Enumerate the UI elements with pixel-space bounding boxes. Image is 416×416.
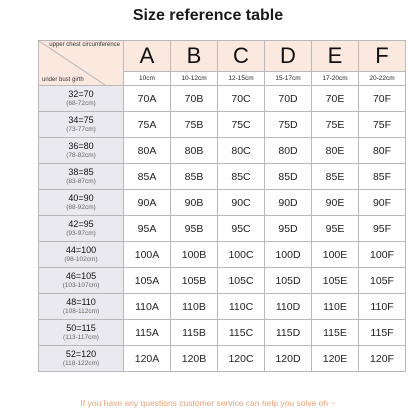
size-cell: 115F [359, 320, 406, 346]
size-cell: 70B [171, 86, 218, 112]
size-cell: 115B [171, 320, 218, 346]
band-size-cell [39, 242, 124, 268]
upper-chest-label: upper chest circumference [49, 42, 120, 48]
size-cell: 110F [359, 294, 406, 320]
cup-header-cell: E [312, 41, 359, 72]
cup-header-cell: B [171, 41, 218, 72]
size-cell: 120B [171, 346, 218, 372]
band-cm-range: (118-122cm) [62, 359, 100, 367]
under-bust-label: under bust girth [42, 77, 84, 83]
band-cm-range: (73-77cm) [66, 125, 96, 133]
cup-range-cell: 20-22cm [359, 72, 406, 86]
size-cell: 85E [312, 164, 359, 190]
band-size-label: 32=70 [68, 88, 94, 99]
band-cm-range: (113-117cm) [63, 333, 99, 341]
band-size-label: 34=75 [68, 114, 94, 125]
size-row [39, 190, 406, 216]
size-cell: 70D [265, 86, 312, 112]
size-cell: 105D [265, 268, 312, 294]
band-size-label: 38=85 [68, 166, 94, 177]
cup-range-cell: 15-17cm [265, 72, 312, 86]
size-cell: 115E [312, 320, 359, 346]
footer-note: If you have any questions customer service can help you solve oh ~ [80, 398, 336, 408]
size-cell: 80A [124, 138, 171, 164]
size-cell: 75F [359, 112, 406, 138]
page-title: Size reference table [132, 7, 284, 24]
band-size-label: 46=105 [65, 270, 97, 281]
band-cm-range: (88-92cm) [66, 203, 96, 211]
band-size-cell [39, 216, 124, 242]
band-size-cell [39, 86, 124, 112]
band-cm-range: (103-107cm) [62, 281, 100, 289]
size-cell: 90C [218, 190, 265, 216]
size-cell: 95B [171, 216, 218, 242]
band-size-cell [39, 138, 124, 164]
size-cell: 100E [312, 242, 359, 268]
cup-range-cell: 10cm [124, 72, 171, 86]
size-row [39, 112, 406, 138]
size-cell: 120E [312, 346, 359, 372]
cup-header-cell: A [124, 41, 171, 72]
band-cm-range: (98-102cm) [64, 255, 98, 263]
band-size-cell [39, 112, 124, 138]
size-cell: 115D [265, 320, 312, 346]
size-cell: 100C [218, 242, 265, 268]
size-cell: 110D [265, 294, 312, 320]
size-cell: 105F [359, 268, 406, 294]
size-cell: 100B [171, 242, 218, 268]
size-table [38, 40, 406, 372]
size-row [39, 268, 406, 294]
size-cell: 105E [312, 268, 359, 294]
size-cell: 85F [359, 164, 406, 190]
size-cell: 95C [218, 216, 265, 242]
band-size-cell [39, 190, 124, 216]
size-cell: 115A [124, 320, 171, 346]
band-size-label: 40=90 [68, 192, 94, 203]
band-size-cell [39, 268, 124, 294]
corner-header-cell [39, 41, 124, 86]
size-cell: 75C [218, 112, 265, 138]
size-cell: 120C [218, 346, 265, 372]
band-size-cell [39, 164, 124, 190]
size-cell: 95D [265, 216, 312, 242]
size-cell: 80E [312, 138, 359, 164]
size-cell: 75B [171, 112, 218, 138]
size-cell: 105B [171, 268, 218, 294]
band-size-cell [39, 346, 124, 372]
size-cell: 75A [124, 112, 171, 138]
size-cell: 85D [265, 164, 312, 190]
band-cm-range: (83-87cm) [66, 177, 96, 185]
size-cell: 100D [265, 242, 312, 268]
size-cell: 90D [265, 190, 312, 216]
band-size-label: 36=80 [68, 140, 94, 151]
size-cell: 120F [359, 346, 406, 372]
size-cell: 80B [171, 138, 218, 164]
band-cm-range: (108-112cm) [62, 307, 100, 315]
size-cell: 85C [218, 164, 265, 190]
size-cell: 80F [359, 138, 406, 164]
band-cm-range: (78-82cm) [66, 151, 96, 159]
size-cell: 95F [359, 216, 406, 242]
size-cell: 90B [171, 190, 218, 216]
size-cell: 95E [312, 216, 359, 242]
size-cell: 110C [218, 294, 265, 320]
size-cell: 120A [124, 346, 171, 372]
size-cell: 100F [359, 242, 406, 268]
size-cell: 75E [312, 112, 359, 138]
size-cell: 70F [359, 86, 406, 112]
size-cell: 80C [218, 138, 265, 164]
size-row [39, 164, 406, 190]
band-size-label: 44=100 [65, 244, 97, 255]
size-row [39, 138, 406, 164]
size-cell: 115C [218, 320, 265, 346]
cup-range-cell: 12-15cm [218, 72, 265, 86]
size-row [39, 216, 406, 242]
band-size-label: 42=95 [68, 218, 94, 229]
size-cell: 110B [171, 294, 218, 320]
cup-header-cell: D [265, 41, 312, 72]
size-cell: 110A [124, 294, 171, 320]
cup-header-row [39, 41, 406, 72]
size-row [39, 242, 406, 268]
band-size-label: 52=120 [65, 348, 97, 359]
cup-range-cell: 17-20cm [312, 72, 359, 86]
cup-header-cell: C [218, 41, 265, 72]
cup-header-cell: F [359, 41, 406, 72]
band-size-cell [39, 294, 124, 320]
size-cell: 75D [265, 112, 312, 138]
size-cell: 90F [359, 190, 406, 216]
band-size-label: 50=115 [66, 322, 96, 333]
size-row [39, 320, 406, 346]
size-cell: 85A [124, 164, 171, 190]
size-cell: 105A [124, 268, 171, 294]
size-cell: 70C [218, 86, 265, 112]
size-row [39, 346, 406, 372]
size-cell: 70A [124, 86, 171, 112]
cup-range-cell: 10-12cm [171, 72, 218, 86]
size-cell: 120D [265, 346, 312, 372]
size-cell: 100A [124, 242, 171, 268]
band-cm-range: (93-97cm) [66, 229, 96, 237]
band-size-cell [39, 320, 124, 346]
band-cm-range: (68-72cm) [66, 99, 96, 107]
band-size-label: 48=110 [66, 296, 96, 307]
size-cell: 70E [312, 86, 359, 112]
size-cell: 90E [312, 190, 359, 216]
size-cell: 90A [124, 190, 171, 216]
size-cell: 85B [171, 164, 218, 190]
size-row [39, 294, 406, 320]
size-row [39, 86, 406, 112]
size-cell: 80D [265, 138, 312, 164]
size-cell: 95A [124, 216, 171, 242]
size-cell: 110E [312, 294, 359, 320]
size-cell: 105C [218, 268, 265, 294]
